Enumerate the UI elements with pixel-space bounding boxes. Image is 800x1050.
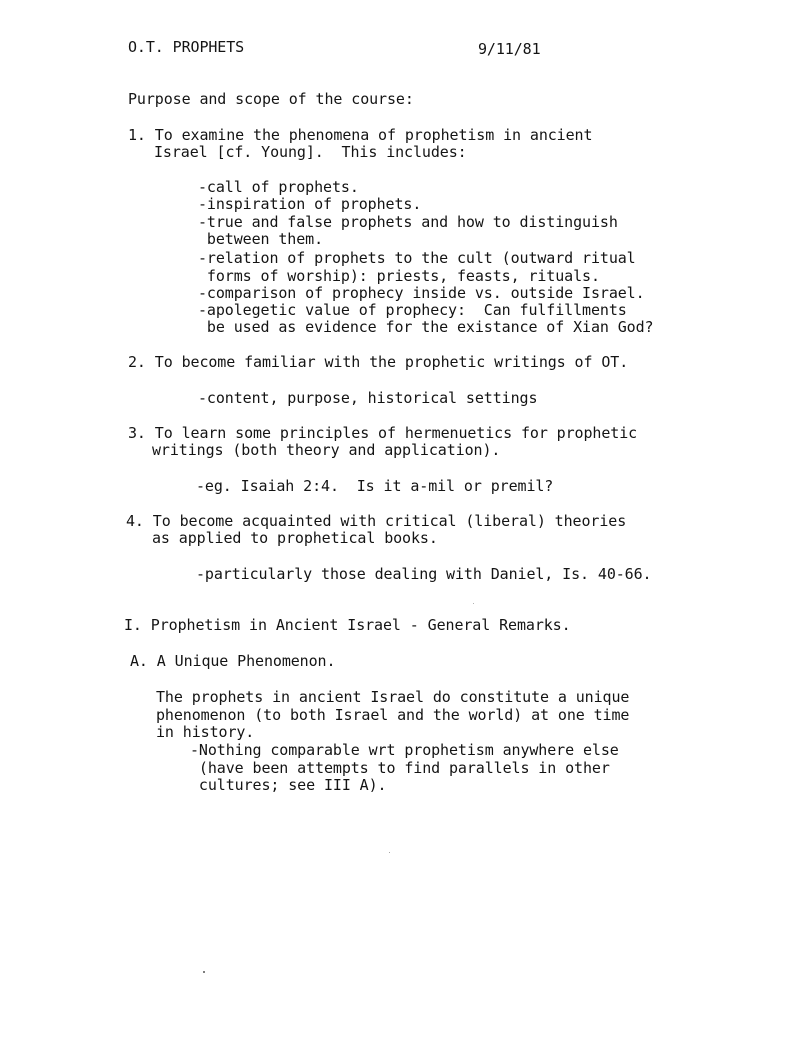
item-1-sub-5: -relation of prophets to the cult (outward ritual — [198, 249, 636, 267]
item-4-line-1: 4. To become acquainted with critical (liberal) theories — [126, 512, 627, 530]
item-3-line-2: writings (both theory and application). — [152, 441, 501, 459]
item-2-sub: -content, purpose, historical settings — [198, 389, 538, 407]
section-1a-para-1: The prophets in ancient Israel do constitute a unique — [156, 688, 630, 706]
section-1a-heading: A. A Unique Phenomenon. — [130, 652, 336, 670]
item-2-line-1: 2. To become familiar with the prophetic writings of OT. — [128, 353, 629, 371]
item-1-sub-7: -comparison of prophecy inside vs. outside Israel. — [198, 284, 645, 302]
scan-speck — [389, 852, 390, 853]
section-1a-bullet-2: (have been attempts to find parallels in other — [190, 759, 610, 777]
item-1-line-1: 1. To examine the phenomena of prophetism in ancient — [128, 126, 593, 144]
course-date: 9/11/81 — [478, 40, 541, 58]
section-1a-bullet-1: -Nothing comparable wrt prophetism anywhere else — [190, 741, 619, 759]
item-1-sub-6: forms of worship): priests, feasts, rituals. — [198, 267, 600, 285]
item-1-sub-9: be used as evidence for the existance of Xian God? — [198, 318, 654, 336]
purpose-heading: Purpose and scope of the course: — [128, 90, 414, 108]
item-1-sub-4: between them. — [198, 230, 324, 248]
item-3-line-1: 3. To learn some principles of hermenuetics for prophetic — [128, 424, 638, 442]
section-1a-para-2: phenomenon (to both Israel and the world) at one time — [156, 706, 630, 724]
section-1a-bullet-3: cultures; see III A). — [190, 776, 387, 794]
scan-speck — [473, 603, 474, 604]
item-1-sub-1: -call of prophets. — [198, 178, 359, 196]
item-3-sub: -eg. Isaiah 2:4. Is it a-mil or premil? — [196, 477, 554, 495]
course-title: O.T. PROPHETS — [128, 38, 245, 56]
section-1-heading: I. Prophetism in Ancient Israel - General Remarks. — [124, 616, 571, 634]
item-1-sub-3: -true and false prophets and how to distinguish — [198, 213, 618, 231]
section-1a-para-3: in history. — [156, 723, 255, 741]
item-1-sub-2: -inspiration of prophets. — [198, 195, 422, 213]
item-1-line-2: Israel [cf. Young]. This includes: — [154, 143, 467, 161]
item-1-sub-8: -apolegetic value of prophecy: Can fulfillments — [198, 301, 627, 319]
scan-speck — [203, 971, 205, 973]
item-4-line-2: as applied to prophetical books. — [152, 529, 438, 547]
item-4-sub: -particularly those dealing with Daniel, Is. 40-66. — [196, 565, 652, 583]
